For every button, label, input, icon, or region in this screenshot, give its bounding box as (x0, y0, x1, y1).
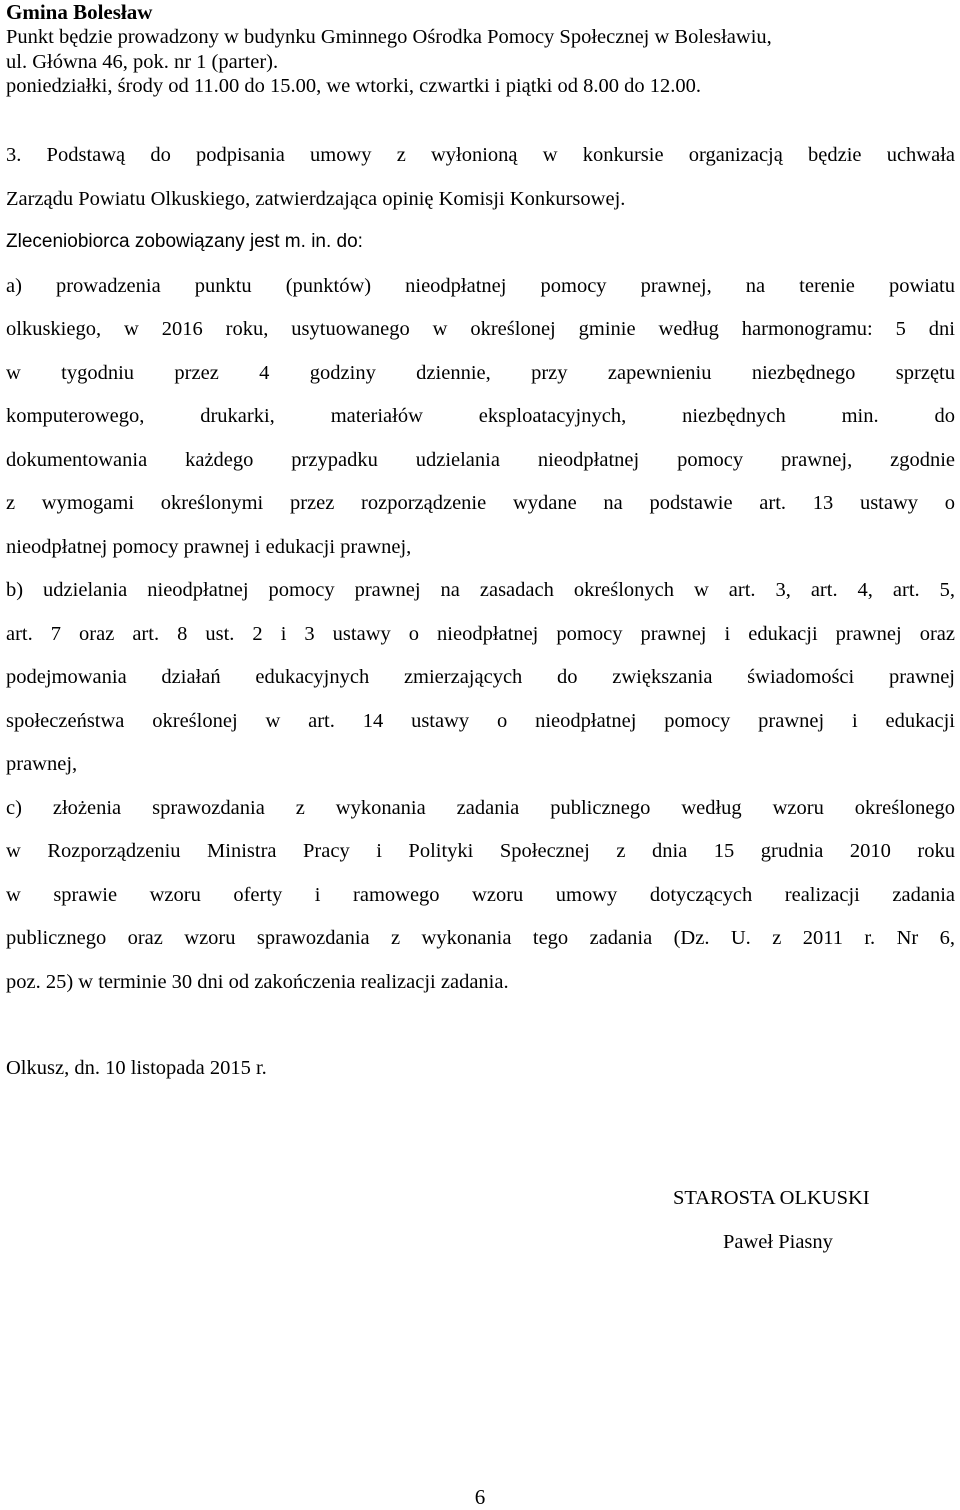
hours-line: poniedziałki, środy od 11.00 do 15.00, we wtorki, czwartki i piątki od 8.00 do 12.00. (6, 75, 701, 97)
body-line: podejmowania działań edukacyjnych zmierzających do zwiększania świadomości prawnej (6, 666, 955, 688)
body-line: poz. 25) w terminie 30 dni od zakończenia realizacji zadania. (6, 971, 509, 993)
body-line: w tygodniu przez 4 godziny dziennie, przy zapewnieniu niezbędnego sprzętu (6, 362, 955, 384)
address-line: ul. Główna 46, pok. nr 1 (parter). (6, 51, 279, 73)
body-line: w Rozporządzeniu Ministra Pracy i Polityki Społecznej z dnia 15 grudnia 2010 roku (6, 840, 955, 862)
body-line: c) złożenia sprawozdania z wykonania zadania publicznego według wzoru określonego (6, 797, 955, 819)
body-line: Zarządu Powiatu Olkuskiego, zatwierdzająca opinię Komisji Konkursowej. (6, 188, 626, 210)
body-line: prawnej, (6, 753, 78, 775)
body-line: społeczeństwa określonej w art. 14 ustawy o nieodpłatnej pomocy prawnej i edukacji (6, 710, 955, 732)
body-line: w sprawie wzoru oferty i ramowego wzoru umowy dotyczących realizacji zadania (6, 884, 955, 906)
body-line: komputerowego, drukarki, materiałów eksploatacyjnych, niezbędnych min. do (6, 405, 955, 427)
body-line: olkuskiego, w 2016 roku, usytuowanego w określonej gminie według harmonogramu: 5 dni (6, 318, 955, 340)
body-line: art. 7 oraz art. 8 ust. 2 i 3 ustawy o nieodpłatnej pomocy prawnej i edukacji prawnej oraz (6, 623, 955, 645)
body-line: dokumentowania każdego przypadku udzielania nieodpłatnej pomocy prawnej, zgodnie (6, 449, 955, 471)
signatory-title: STAROSTA OLKUSKI (673, 1187, 870, 1209)
body-line: z wymogami określonymi przez rozporządzenie wydane na podstawie art. 13 ustawy o (6, 492, 955, 514)
municipality-heading: Gmina Bolesław (6, 0, 153, 24)
page-number: 6 (474, 1485, 486, 1509)
body-line: publicznego oraz wzoru sprawozdania z wykonania tego zadania (Dz. U. z 2011 r. Nr 6, (6, 927, 955, 949)
signatory-name: Paweł Piasny (723, 1231, 833, 1253)
body-line: nieodpłatnej pomocy prawnej i edukacji prawnej, (6, 536, 412, 558)
body-line: 3. Podstawą do podpisania umowy z wyłonioną w konkursie organizacją będzie uchwała (6, 144, 955, 166)
place-date: Olkusz, dn. 10 listopada 2015 r. (6, 1057, 267, 1079)
body-line: a) prowadzenia punktu (punktów) nieodpłatnej pomocy prawnej, na terenie powiatu (6, 275, 955, 297)
body-line: b) udzielania nieodpłatnej pomocy prawnej na zasadach określonych w art. 3, art. 4, art. 5, (6, 579, 955, 601)
body-line: Zleceniobiorca zobowiązany jest m. in. do: (6, 231, 363, 252)
location-line: Punkt będzie prowadzony w budynku Gminnego Ośrodka Pomocy Społecznej w Bolesławiu, (6, 26, 772, 48)
